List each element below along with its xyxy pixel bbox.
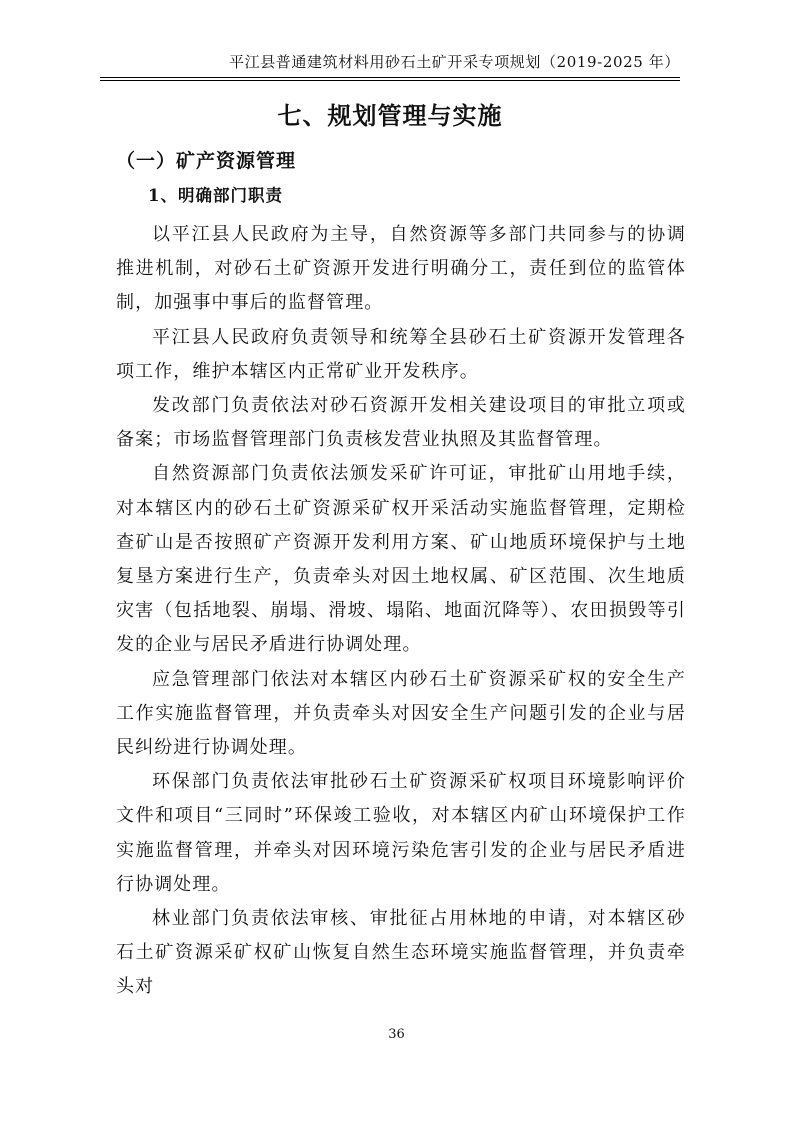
paragraph-emergency-management: 应急管理部门依法对本辖区内砂石土矿资源采矿权的安全生产工作实施监督管理，并负责牵头对因安全生产问题引发的企业与居民纠纷进行协调处理。: [116, 668, 686, 759]
paragraph-county-government: 平江县人民政府负责领导和统筹全县砂石土矿资源开发管理各项工作，维护本辖区内正常矿业开发秩序。: [116, 326, 686, 382]
paragraph-forestry: 林业部门负责依法审核、审批征占用林地的申请，对本辖区砂石土矿资源采矿权矿山恢复自然生态环境实施监督管理，并负责牵头对: [116, 908, 686, 998]
subsection-title: 1、明确部门职责: [148, 186, 283, 205]
paragraph-natural-resources: 自然资源部门负责依法颁发采矿许可证，审批矿山用地手续，对本辖区内的砂石土矿资源采矿权开采活动实施监督管理，定期检查矿山是否按照矿产资源开发利用方案、矿山地质环境保护与土地复垦方案进行生产，负责牵头对因土地权属、矿区范围、次生地质灾害（包括地裂、崩塌、滑坡、塌陷、地面沉降等）、农田损毁等引发的企业与居民矛盾进行协调处理。: [116, 463, 686, 656]
page-number: 36: [388, 1027, 405, 1042]
paragraph-development-reform: 发改部门负责依法对砂石资源开发相关建设项目的审批立项或备案；市场监督管理部门负责核发营业执照及其监督管理。: [116, 395, 686, 451]
paragraph-coordination: 以平江县人民政府为主导，自然资源等多部门共同参与的协调推进机制，对砂石土矿资源开发进行明确分工，责任到位的监管体制，加强事中事后的监督管理。: [116, 224, 686, 314]
running-header: 平江县普通建筑材料用砂石土矿开采专项规划（2019-2025 年）: [229, 53, 680, 71]
body-text: [116, 218, 686, 1005]
paragraph-environmental-protection: 环保部门负责依法审批砂石土矿资源采矿权项目环境影响评价文件和项目“三同时”环保竣工验收，对本辖区内矿山环境保护工作实施监督管理，并牵头对因环境污染危害引发的企业与居民矛盾进行协调处理。: [116, 771, 686, 895]
chapter-title: 七、规划管理与实施: [277, 101, 503, 130]
section-title: （一）矿产资源管理: [116, 150, 297, 172]
header-rule: [100, 77, 680, 81]
